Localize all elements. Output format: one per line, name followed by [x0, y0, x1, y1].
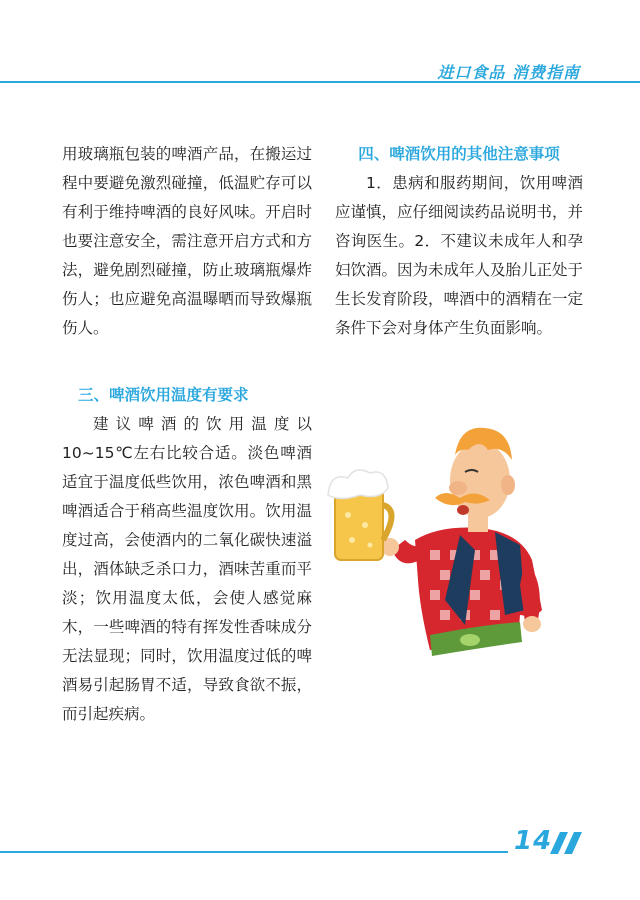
- header-title: 进口食品 消费指南: [437, 63, 580, 82]
- paragraph: 1．患病和服药期间，饮用啤酒应谨慎，应仔细阅读药品说明书，并咨询医生。2．不建议未成年人和孕妇饮酒。因为未成年人及胎儿正处于生长发育阶段，啤酒中的酒精在一定条件下会对身体产生负面影响。: [335, 174, 584, 337]
- page-number: 14: [514, 826, 553, 856]
- paragraph: 建议啤酒的饮用温度以 10~15℃左右比较合适。淡色啤酒适宜于温度低些饮用，浓色啤酒和黑啤酒适合于稍高些温度饮用。饮用温度过高，会使酒内的二氧化碳快速溢出，酒体缺乏杀口力，酒味苦重而平淡；饮用温度太低，会使人感觉麻木，一些啤酒的特有挥发性香味成分无法显现；同时，饮用温度过低的啤酒易引起肠胃不适，导致食欲不振，而引起疾病。: [62, 415, 312, 723]
- man-with-beer-mug-illustration: [320, 410, 560, 670]
- footer-rule: [0, 851, 508, 853]
- right-column: [335, 140, 583, 343]
- section-heading: 四、啤酒饮用的其他注意事项: [358, 145, 560, 163]
- section-heading: 三、啤酒饮用温度有要求: [78, 386, 249, 404]
- left-column: [62, 140, 312, 729]
- slash-decoration-icon: [550, 832, 584, 854]
- paragraph: 用玻璃瓶包装的啤酒产品，在搬运过程中要避免激烈碰撞，低温贮存可以有利于维持啤酒的良好风味。开启时也要注意安全，需注意开启方式和方法，避免剧烈碰撞，防止玻璃瓶爆炸伤人；也应避免高温曝晒而导致爆瓶伤人。: [62, 145, 312, 337]
